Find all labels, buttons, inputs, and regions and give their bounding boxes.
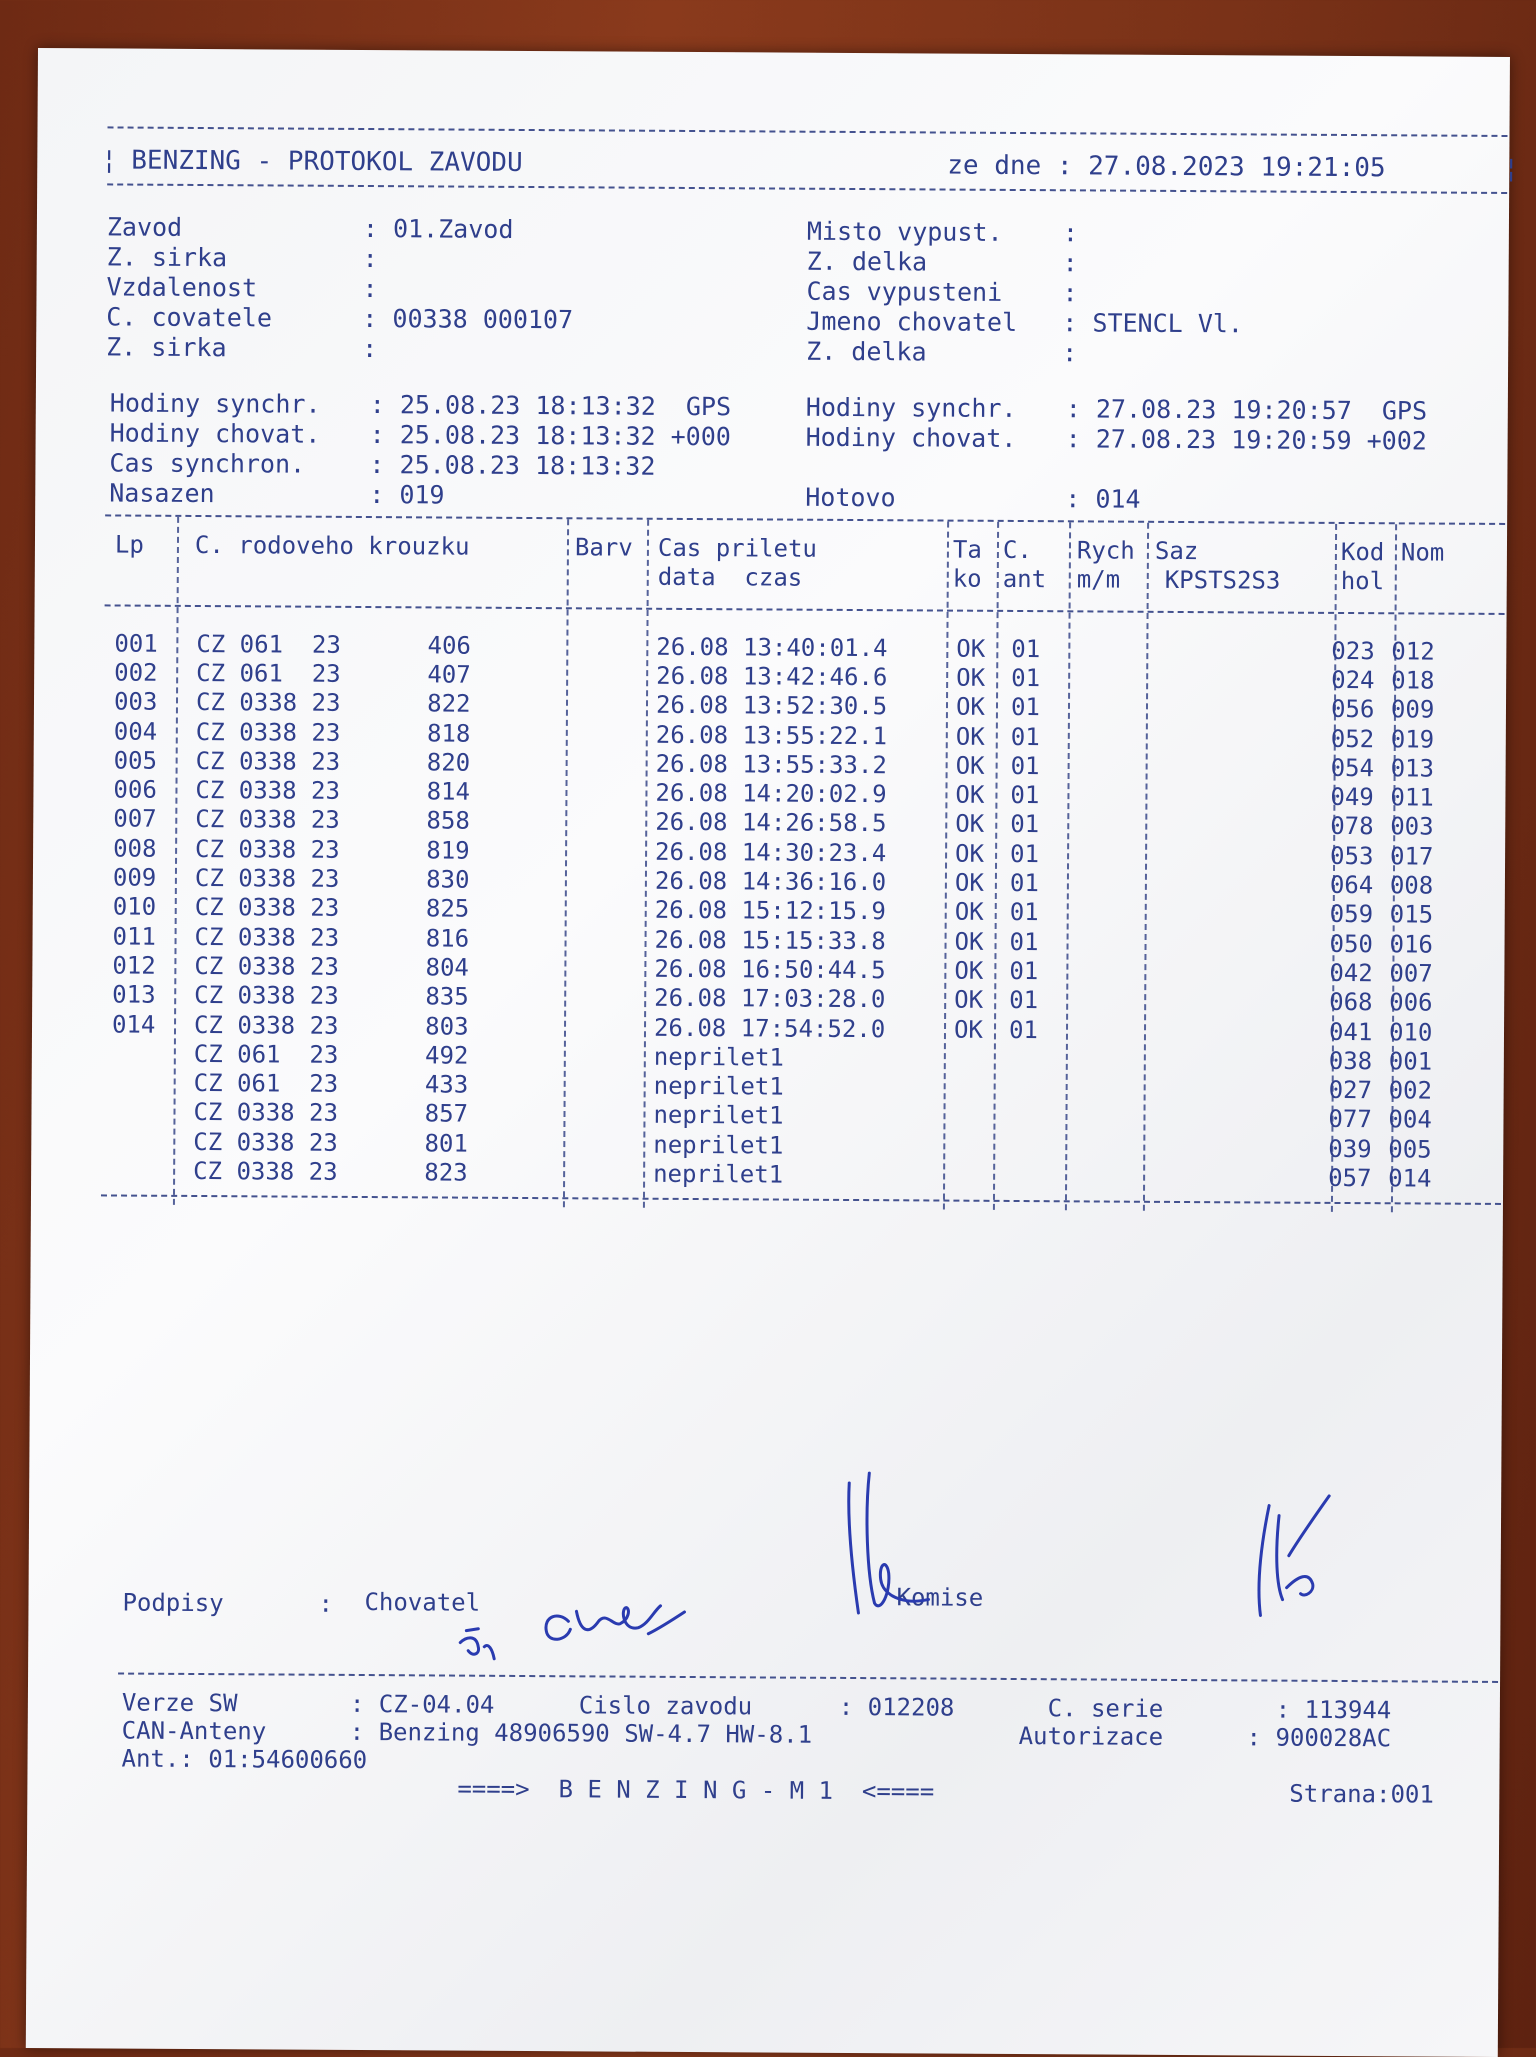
info-row: Jmeno chovatel : STENCL Vl.: [806, 306, 1244, 339]
cell-tako: OK: [956, 634, 986, 663]
report-title: BENZING - PROTOKOL ZAVODU: [131, 145, 523, 178]
cell-barv: [574, 983, 654, 1013]
cell-time: 26.08 13:55:33.2: [655, 749, 887, 780]
cell-barv: [574, 924, 654, 954]
report-date: ze dne : 27.08.2023 19:21:05: [947, 150, 1386, 184]
cell-nom: 011: [1390, 783, 1434, 812]
cell-ring: CZ 061 23 406: [196, 629, 471, 660]
cell-ant: 01: [1010, 722, 1040, 751]
cell-saz: [1158, 1162, 1328, 1192]
cell-saz: [1158, 1133, 1328, 1163]
cell-lp: [112, 1068, 182, 1098]
cell-time: 26.08 13:42:46.6: [656, 661, 888, 692]
cell-rych: [1081, 722, 1161, 752]
cell-saz: [1161, 752, 1331, 782]
sync-row: Hodiny synchr. : 27.08.23 19:20:57 GPS: [805, 392, 1428, 426]
th-kod: Kod: [1340, 537, 1385, 567]
footer-row-1: Verze SW : CZ-04.04 Cislo zavodu : 012208 C. serie : 113944: [121, 1688, 1392, 1725]
cell-lp: [111, 1156, 181, 1186]
cell-tako: [954, 1073, 1009, 1103]
footer-rule: [118, 1673, 1498, 1683]
cell-ring: CZ 0338 23 823: [193, 1156, 468, 1187]
cell-barv: [576, 719, 656, 749]
cell-rych: [1079, 927, 1159, 957]
cell-barv: [575, 866, 655, 896]
cell-kod: 049: [1330, 783, 1374, 812]
cell-saz: [1159, 1016, 1329, 1046]
cell-kod: 054: [1330, 753, 1375, 783]
cell-rych: [1081, 664, 1161, 694]
th-kpsts: KPSTS2S3: [1164, 565, 1281, 595]
cell-ant: [1008, 1132, 1078, 1162]
cell-ring: CZ 0338 23 816: [194, 922, 470, 953]
th-rych: Rych: [1076, 536, 1135, 565]
cell-nom: 002: [1388, 1076, 1433, 1105]
signatures-label: Podpisy: [122, 1588, 224, 1618]
cell-saz: [1159, 1074, 1329, 1104]
cell-ring: CZ 0338 23 822: [195, 688, 471, 718]
cell-saz: [1161, 693, 1331, 723]
cell-saz: [1159, 928, 1329, 958]
th-data-czas: data czas: [657, 562, 803, 592]
cell-rych: [1079, 986, 1159, 1016]
cell-kod: 068: [1329, 988, 1373, 1017]
cell-time: neprilet1: [653, 1159, 784, 1189]
cell-time: 26.08 14:26:58.5: [655, 808, 887, 838]
cell-ring: CZ 0338 23 804: [194, 951, 470, 982]
cell-ring: CZ 0338 23 814: [195, 776, 471, 806]
cell-nom: 001: [1388, 1047, 1433, 1076]
cell-lp: 013: [112, 980, 156, 1009]
cell-rych: [1079, 957, 1159, 987]
info-row: Cas vypusteni :: [806, 276, 1093, 308]
cell-ring: CZ 061 23 433: [193, 1069, 469, 1099]
sync-row: Cas synchron. : 25.08.23 18:13:32: [109, 448, 656, 481]
header-bottom-rule: [107, 183, 1507, 194]
cell-barv: [574, 1012, 654, 1042]
cell-nom: 012: [1391, 636, 1435, 666]
cell-tako: [954, 1044, 1009, 1074]
cell-time: neprilet1: [653, 1071, 784, 1101]
footer-brand-line: ====> B E N Z I N G - M 1 <====: [457, 1774, 935, 1806]
cell-tako: OK: [956, 663, 986, 692]
signature-komise-label: Komise: [896, 1583, 984, 1612]
cell-kod: 039: [1328, 1134, 1372, 1163]
cell-barv: [575, 778, 655, 808]
cell-nom: 008: [1389, 871, 1434, 900]
cell-saz: [1160, 840, 1330, 870]
cell-barv: [574, 1041, 654, 1071]
cell-lp: 012: [112, 951, 156, 980]
table-header-rule: [105, 604, 1505, 615]
signature-komise-scribble-2: [1238, 1475, 1389, 1626]
cell-saz: [1161, 723, 1331, 753]
cell-tako: OK: [955, 722, 985, 751]
cell-barv: [576, 690, 656, 720]
cell-lp: [111, 1127, 181, 1157]
cell-kod: 041: [1328, 1017, 1373, 1046]
cell-tako: OK: [954, 956, 984, 985]
cell-barv: [576, 661, 656, 691]
cell-lp: 005: [113, 746, 158, 775]
cell-time: neprilet1: [653, 1042, 784, 1072]
cell-ring: CZ 0338 23 857: [193, 1098, 469, 1129]
cell-nom: 016: [1389, 929, 1433, 959]
cell-rych: [1080, 869, 1160, 899]
cell-tako: [953, 1161, 1008, 1191]
cell-ant: 01: [1010, 810, 1040, 839]
cell-time: neprilet1: [653, 1101, 784, 1130]
cell-rych: [1079, 1074, 1159, 1104]
cell-lp: 014: [111, 1009, 156, 1039]
header-left-bar: ¦: [101, 145, 118, 176]
sync-row: Nasazen : 019: [109, 478, 445, 510]
cell-nom: 007: [1389, 959, 1433, 988]
cell-ant: [1008, 1161, 1078, 1191]
cell-kod: 050: [1329, 929, 1373, 958]
cell-ant: [1009, 1073, 1079, 1103]
cell-rych: [1080, 839, 1160, 869]
cell-kod: 064: [1329, 870, 1374, 900]
cell-kod: 027: [1328, 1075, 1373, 1105]
cell-kod: 023: [1331, 636, 1375, 665]
info-row: Z. sirka :: [106, 332, 393, 364]
cell-tako: OK: [955, 839, 985, 868]
cell-rych: [1080, 898, 1160, 928]
cell-saz: [1160, 781, 1330, 811]
cell-tako: [953, 1132, 1008, 1162]
info-row: Vzdalenost :: [106, 272, 393, 304]
cell-tako: OK: [954, 897, 984, 927]
cell-lp: 011: [112, 922, 157, 951]
table-top-rule: [105, 514, 1505, 525]
cell-time: 26.08 13:55:22.1: [655, 720, 888, 750]
cell-nom: 013: [1390, 754, 1435, 783]
cell-time: 26.08 13:40:01.4: [656, 632, 888, 662]
cell-tako: OK: [955, 692, 985, 722]
cell-kod: 053: [1330, 841, 1374, 870]
cell-nom: 014: [1388, 1164, 1432, 1193]
cell-rych: [1080, 810, 1160, 840]
cell-lp: [111, 1097, 181, 1127]
cell-nom: 004: [1388, 1105, 1432, 1134]
cell-tako: OK: [953, 1015, 984, 1044]
cell-time: 26.08 16:50:44.5: [654, 954, 886, 985]
cell-nom: 009: [1390, 695, 1435, 724]
cell-ring: CZ 0338 23 835: [194, 981, 469, 1011]
cell-time: 26.08 14:20:02.9: [655, 778, 887, 809]
th-hol: hol: [1340, 566, 1385, 596]
cell-ant: 01: [1009, 986, 1039, 1015]
cell-barv: [574, 954, 654, 984]
cell-ant: 01: [1011, 634, 1041, 663]
cell-lp: 007: [113, 804, 157, 834]
cell-time: 26.08 17:54:52.0: [653, 1013, 886, 1043]
header-right-bar: ¦: [1503, 153, 1520, 185]
cell-lp: 004: [113, 717, 158, 746]
th-nom: Nom: [1400, 538, 1445, 567]
th-ko: ko: [952, 564, 982, 593]
cell-ant: 01: [1009, 898, 1039, 927]
cell-time: 26.08 14:30:23.4: [655, 837, 887, 867]
cell-ant: 01: [1010, 751, 1040, 780]
table-bottom-rule: [101, 1194, 1501, 1205]
signature-chovatel-label: Chovatel: [364, 1588, 481, 1617]
cell-nom: 003: [1390, 812, 1434, 841]
cell-barv: [575, 895, 655, 925]
cell-ant: 01: [1010, 839, 1040, 868]
cell-ant: 01: [1009, 868, 1039, 898]
cell-nom: 015: [1389, 900, 1434, 929]
cell-lp: 001: [114, 629, 158, 658]
signatures-colon: :: [318, 1589, 334, 1618]
cell-rych: [1081, 634, 1161, 664]
cell-kod: 057: [1328, 1163, 1372, 1193]
sync-row: Hodiny chovat. : 25.08.23 18:13:32 +000: [109, 418, 731, 452]
signature-chovatel-scribble: [448, 1571, 709, 1683]
cell-saz: [1158, 1104, 1328, 1134]
cell-ring: CZ 0338 23 818: [195, 717, 471, 748]
cell-ring: CZ 061 23 407: [196, 658, 471, 689]
cell-lp: 002: [114, 658, 158, 687]
cell-ant: 01: [1010, 693, 1040, 722]
th-ant: ant: [1002, 564, 1047, 594]
cell-kod: 056: [1330, 695, 1375, 724]
cell-ant: 01: [1009, 956, 1039, 986]
cell-saz: [1160, 869, 1330, 899]
cell-nom: 006: [1389, 988, 1433, 1017]
cell-lp: 006: [113, 775, 157, 804]
cell-ring: CZ 0338 23 820: [195, 746, 471, 777]
footer-row-2: CAN-Anteny : Benzing 48906590 SW-4.7 HW-8.1 Autorizace : 900028AC: [121, 1716, 1392, 1753]
sync-row: Hodiny chovat. : 27.08.23 19:20:59 +002: [805, 422, 1427, 456]
cell-ant: [1008, 1103, 1078, 1133]
cell-ant: 01: [1011, 663, 1041, 693]
cell-rych: [1079, 1015, 1159, 1045]
cell-saz: [1159, 986, 1329, 1016]
cell-barv: [574, 1071, 654, 1101]
th-ring: C. rodoveho krouzku: [194, 530, 470, 561]
th-saz: Saz: [1154, 536, 1199, 566]
cell-time: 26.08 15:12:15.9: [654, 896, 887, 926]
cell-kod: 038: [1328, 1046, 1373, 1075]
results-table: [111, 628, 1451, 1193]
cell-ring: CZ 0338 23 819: [195, 834, 470, 865]
cell-time: 26.08 13:52:30.5: [655, 691, 888, 721]
cell-barv: [573, 1159, 653, 1189]
signature-komise-scribble-1: [818, 1463, 979, 1634]
cell-time: 26.08 15:15:33.8: [654, 925, 886, 955]
cell-nom: 018: [1391, 666, 1435, 695]
info-row: Z. delka :: [806, 246, 1093, 278]
cell-nom: 005: [1388, 1134, 1432, 1164]
sync-row: Hotovo : 014: [805, 482, 1141, 514]
footer-page-number: Strana:001: [1289, 1779, 1434, 1809]
cell-rych: [1078, 1103, 1158, 1133]
cell-time: neprilet1: [653, 1130, 784, 1160]
cell-tako: OK: [954, 927, 984, 956]
header-top-rule: [108, 126, 1508, 137]
cell-rych: [1078, 1132, 1158, 1162]
cell-nom: 017: [1390, 841, 1434, 871]
cell-barv: [575, 807, 655, 837]
cell-saz: [1160, 899, 1330, 929]
th-barv: Barv: [574, 533, 633, 562]
info-row: C. covatele : 00338 000107: [106, 302, 574, 335]
cell-time: 26.08 14:36:16.0: [654, 866, 887, 897]
cell-rych: [1080, 781, 1160, 811]
cell-ring: CZ 0338 23 801: [193, 1127, 468, 1158]
cell-nom: 019: [1390, 724, 1435, 754]
info-row: Misto vypust. :: [806, 216, 1094, 248]
cell-kod: 024: [1331, 665, 1375, 695]
cell-lp: 009: [112, 863, 157, 892]
cell-rych: [1081, 752, 1161, 782]
cell-ring: CZ 0338 23 825: [194, 893, 470, 923]
th-cas-priletu: Cas priletu: [657, 533, 817, 563]
cell-tako: [953, 1102, 1008, 1132]
cell-barv: [573, 1129, 653, 1159]
cell-nom: 010: [1388, 1017, 1433, 1047]
info-row: Zavod : 01.Zavod: [106, 212, 514, 244]
cell-tako: OK: [955, 810, 985, 839]
th-c: C.: [1002, 535, 1032, 565]
cell-ring: CZ 061 23 492: [193, 1039, 469, 1070]
info-row: Z. sirka :: [106, 242, 393, 274]
cell-kod: 042: [1329, 958, 1373, 988]
cell-saz: [1159, 957, 1329, 987]
footer-ant-line: Ant.: 01:54600660: [121, 1744, 368, 1775]
cell-barv: [573, 1100, 653, 1130]
cell-time: 26.08 17:03:28.0: [654, 983, 886, 1014]
cell-lp: 003: [113, 687, 158, 716]
cell-ring: CZ 0338 23 803: [193, 1010, 469, 1041]
cell-barv: [575, 836, 655, 866]
th-mm: m/m: [1076, 565, 1121, 594]
info-row: Z. delka :: [806, 336, 1093, 368]
cell-tako: OK: [955, 780, 985, 809]
cell-lp: 008: [113, 834, 157, 863]
cell-kod: 078: [1330, 812, 1374, 841]
cell-rych: [1081, 693, 1161, 723]
cell-barv: [576, 631, 656, 661]
cell-kod: 077: [1328, 1105, 1372, 1134]
cell-barv: [576, 748, 656, 778]
cell-ring: CZ 0338 23 830: [194, 863, 470, 894]
paper-sheet: [26, 48, 1520, 2057]
cell-rych: [1079, 1045, 1159, 1075]
cell-saz: [1161, 664, 1331, 694]
cell-rych: [1078, 1162, 1158, 1192]
cell-tako: OK: [954, 985, 984, 1014]
cell-saz: [1159, 1045, 1329, 1075]
sync-row: Hodiny synchr. : 25.08.23 18:13:32 GPS: [109, 388, 732, 422]
cell-lp: [112, 1039, 182, 1069]
cell-lp: 010: [112, 892, 157, 922]
cell-ant: 01: [1008, 1015, 1039, 1044]
cell-kod: 052: [1330, 724, 1375, 753]
cell-ant: 01: [1010, 781, 1040, 810]
cell-tako: OK: [954, 868, 984, 897]
cell-ring: CZ 0338 23 858: [195, 805, 470, 836]
cell-saz: [1161, 635, 1331, 665]
cell-saz: [1160, 811, 1330, 841]
cell-kod: 059: [1329, 900, 1374, 929]
cell-ant: [1009, 1044, 1079, 1074]
cell-tako: OK: [955, 751, 985, 780]
th-lp: Lp: [114, 530, 144, 559]
cell-ant: 01: [1009, 927, 1039, 956]
th-ta: Ta: [952, 535, 982, 564]
